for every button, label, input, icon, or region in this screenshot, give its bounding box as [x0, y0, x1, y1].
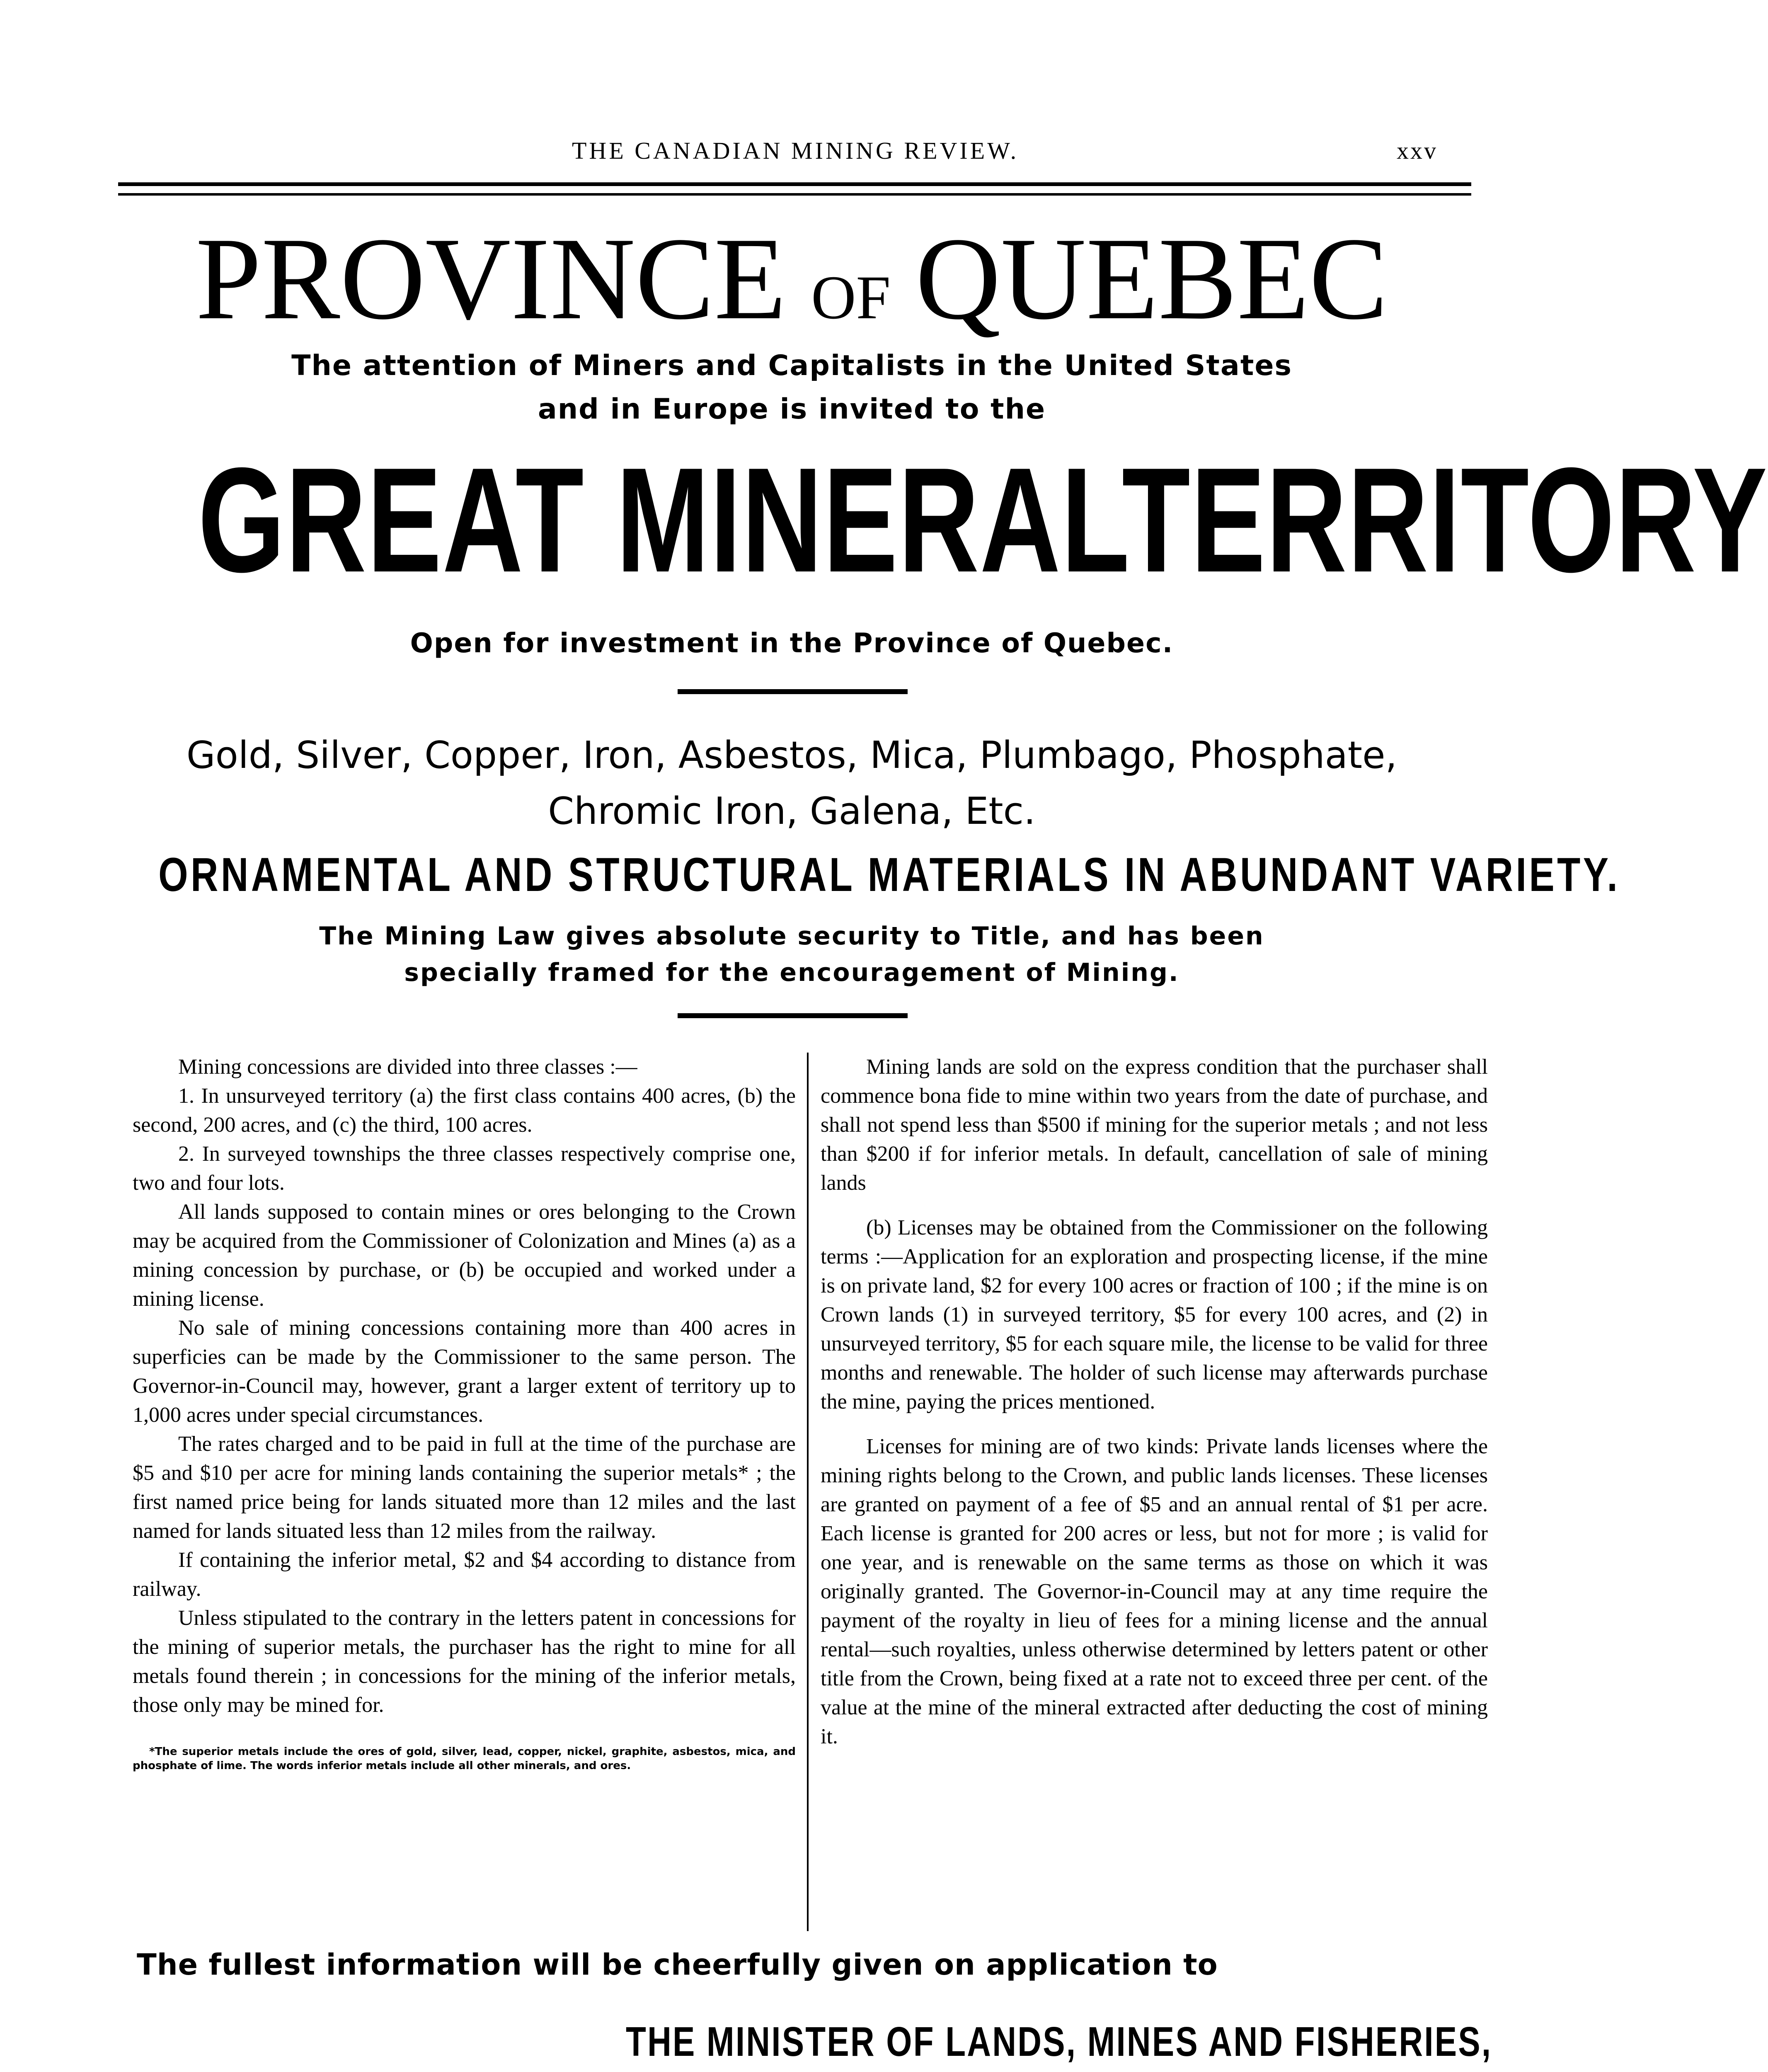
right-paragraph: Mining lands are sold on the express condition that the purchaser shall commence bona fide to mine within two years from the date of purchase, and shall not spend less than $500 if mining for the superior metals ; and not less than $200 if for inferior metals. In default, cancellation of sale of mining lands [821, 1055, 1488, 1195]
title-quebec-word: QUEBEC [915, 213, 1388, 344]
left-paragraph: 1. In unsurveyed territory (a) the first class contains 400 acres, (b) the second, 200 acres, and (c) the third, 100 acres. [133, 1084, 796, 1137]
open-for-investment: Open for investment in the Province of Quebec. [410, 628, 1174, 659]
minister-address-line: THE MINISTER OF LANDS, MINES AND FISHERIES, [626, 2019, 1492, 2065]
minerals-line-2: Chromic Iron, Galena, Etc. [548, 789, 1036, 833]
left-paragraph: 2. In surveyed townships the three classes respectively comprise one, two and four lots. [133, 1142, 796, 1195]
running-head: THE CANADIAN MINING REVIEW. [572, 137, 1019, 164]
divider-rule-2 [678, 1013, 908, 1018]
left-paragraph: Unless stipulated to the contrary in the letters patent in concessions for the mining of superior metals, the purchaser has the right to mine for all metals found therein ; in concessions for the mining of the inferior metals, those only may be mined for. [133, 1606, 796, 1717]
page-number: xxv [1397, 137, 1438, 164]
attention-text [0, 344, 1584, 431]
attention-line-2: and in Europe is invited to the [538, 393, 1046, 426]
attention-line-1: The attention of Miners and Capitalists in the United States [291, 349, 1292, 382]
advert-title [0, 213, 1584, 344]
title-of-word: OF [811, 263, 891, 332]
header-rule-thick [118, 182, 1471, 186]
right-paragraph: (b) Licenses may be obtained from the Commissioner on the following terms :—Application for an exploration and prospecting license, if the mine is on private land, $2 for every 100 acres or fraction of 100 ; if the mine is on Crown lands (1) in surveyed territory, $5 for every 100 acres, and (2) in unsurveyed territory, $5 for each square mile, the license to be valid for three months and renewable. The holder of such license may afterwards purchase the mine, paying the prices mentioned. [821, 1216, 1488, 1414]
left-paragraph: Mining concessions are divided into three classes :— [178, 1055, 637, 1079]
header-rule-thin [118, 193, 1471, 196]
mining-law-text [0, 918, 1584, 991]
left-paragraph: If containing the inferior metal, $2 and $4 according to distance from railway. [133, 1548, 796, 1601]
left-paragraph: All lands supposed to contain mines or ores belonging to the Crown may be acquired from the Commissioner of Colonization and Mines (a) as a mining concession by purchase, or (b) be occupied and worked under a mining license. [133, 1200, 796, 1311]
left-paragraph: The rates charged and to be paid in full at the time of the purchase are $5 and $10 per acre for mining lands containing the superior metals* ; the first named price being for lands situated more than 12 miles and the last named for lands situated less than 12 miles from the railway. [133, 1432, 796, 1543]
minerals-list [0, 727, 1584, 839]
left-column [133, 1053, 796, 1773]
body-columns [133, 1053, 1488, 1931]
title-province-word: PROVINCE [196, 213, 787, 344]
mining-law-line-2: specially framed for the encouragement of Mining. [404, 958, 1179, 987]
headline: GREAT MINERALTERRITORY [198, 437, 1768, 603]
ornamental-heading: ORNAMENTAL AND STRUCTURAL MATERIALS IN ABUNDANT VARIETY. [158, 848, 1620, 901]
column-divider [807, 1053, 809, 1931]
closing-line: The fullest information will be cheerfully given on application to [137, 1948, 1218, 1982]
divider-rule-1 [678, 689, 908, 694]
footnote: *The superior metals include the ores of gold, silver, lead, copper, nickel, graphite, asbestos, mica, and phosphate of lime. The words inferior metals include all other minerals, and ores. [133, 1745, 796, 1772]
minerals-line-1: Gold, Silver, Copper, Iron, Asbestos, Mica, Plumbago, Phosphate, [186, 733, 1397, 777]
right-column [821, 1053, 1488, 1751]
mining-law-line-1: The Mining Law gives absolute security to Title, and has been [319, 922, 1264, 951]
right-paragraph: Licenses for mining are of two kinds: Private lands licenses where the mining rights belong to the Crown, and public lands licenses. These licenses are granted on payment of a fee of $5 and an annual rental of $1 per acre. Each license is granted for 200 acres or less, but not for more ; is valid for one year, and is renewable on the same terms as those on which it was originally granted. The Governor-in-Council may at any time require the payment of the royalty in lieu of fees for a mining license and the annual rental—such royalties, unless otherwise determined by letters patent or other title from the Crown, being fixed at a rate not to exceed three per cent. of the value at the mine of the mineral extracted after deducting the cost of mining it. [821, 1435, 1488, 1748]
left-paragraph: No sale of mining concessions containing more than 400 acres in superficies can be made by the Commissioner to the same person. The Governor-in-Council may, however, grant a larger extent of territory up to 1,000 acres under special circumstances. [133, 1316, 796, 1427]
